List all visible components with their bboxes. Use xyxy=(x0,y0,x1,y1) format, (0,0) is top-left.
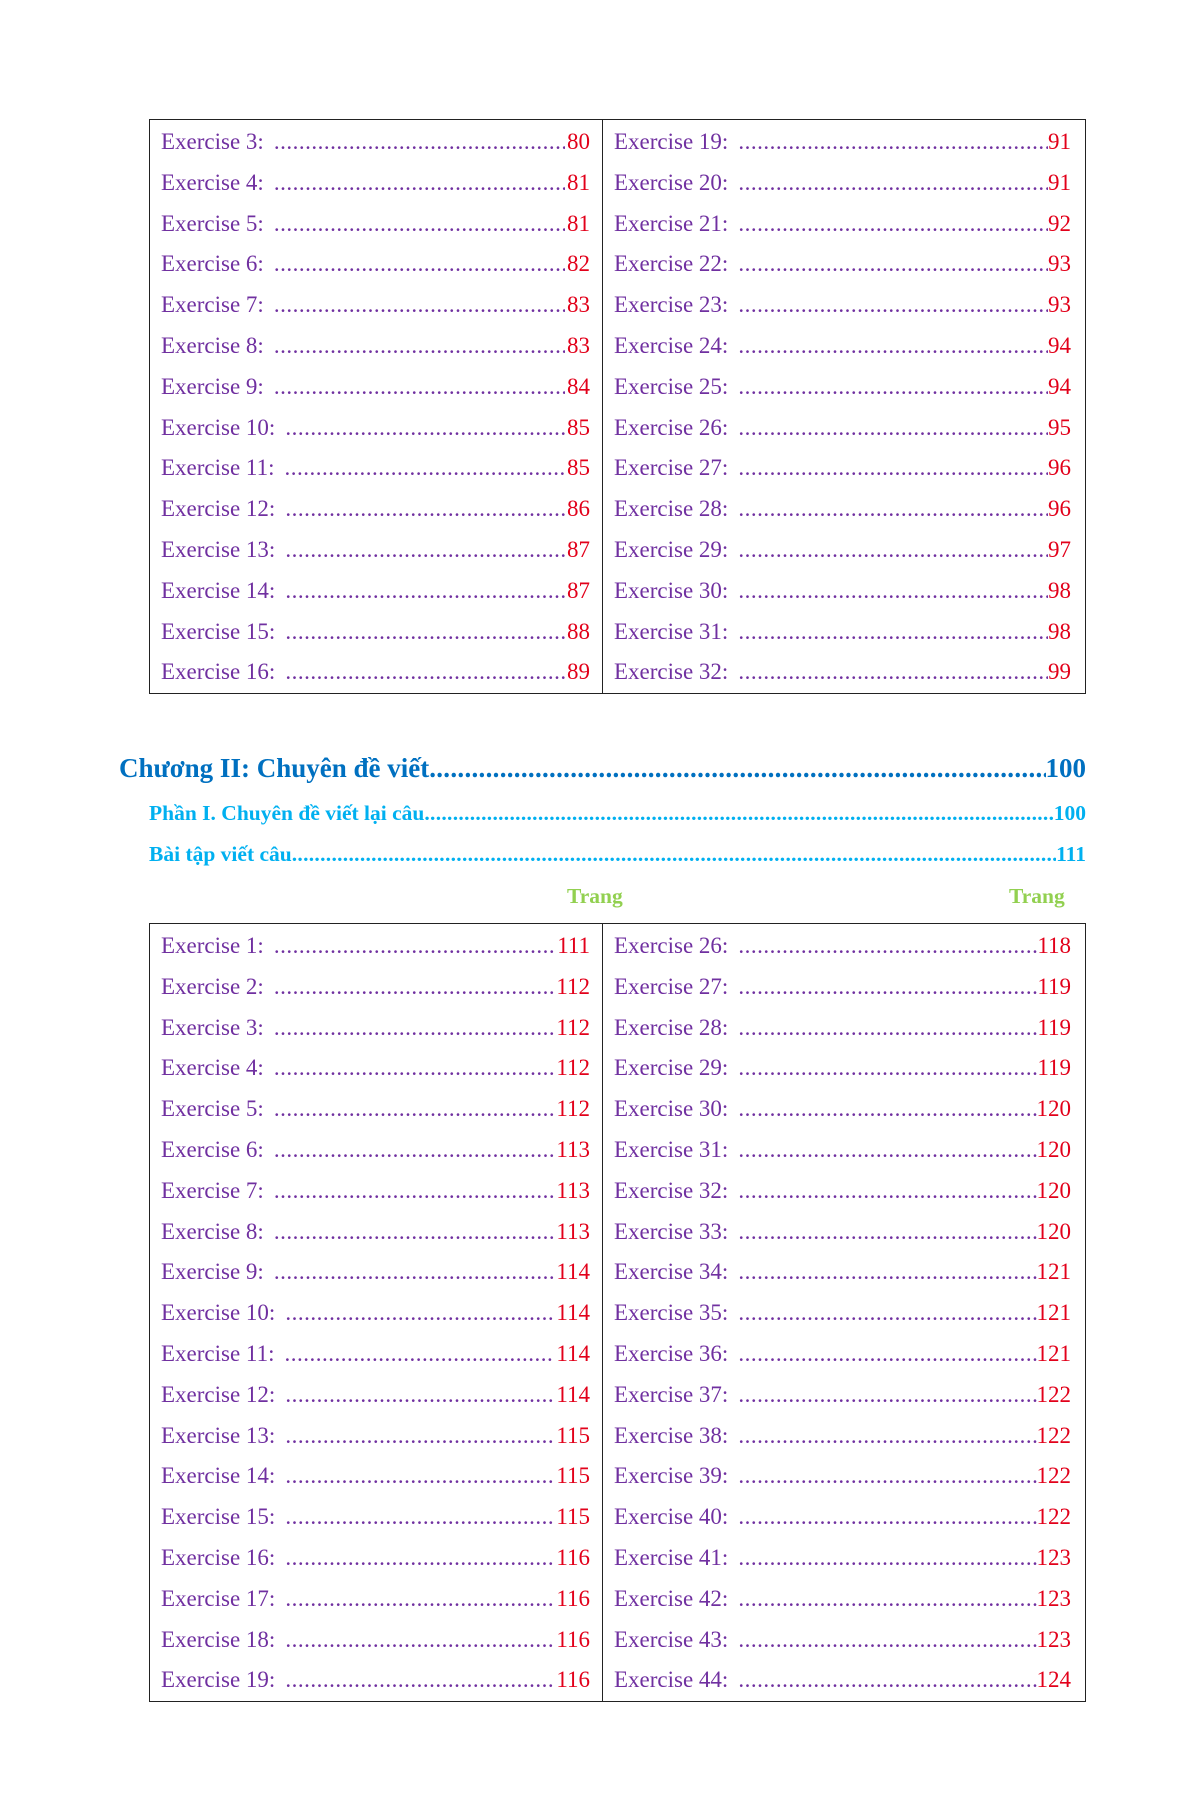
page-number: 88 xyxy=(567,618,590,644)
dot-leader xyxy=(285,1660,554,1701)
dot-leader xyxy=(738,367,1048,408)
toc-entry[interactable] xyxy=(614,1620,1071,1661)
dot-leader xyxy=(274,326,565,367)
dot-leader xyxy=(738,1456,1036,1497)
page-number: 111 xyxy=(557,933,590,958)
page-number: 123 xyxy=(1036,1544,1071,1570)
page-number: 124 xyxy=(1036,1667,1071,1693)
page-number: 94 xyxy=(1048,373,1071,399)
dot-leader xyxy=(738,122,1048,163)
toc-entry[interactable] xyxy=(161,1497,590,1538)
section-heading[interactable] xyxy=(149,801,1086,826)
exercise-label: Exercise 21: xyxy=(614,210,729,236)
page-number: 96 xyxy=(1048,455,1071,481)
dot-leader xyxy=(274,244,565,285)
page-number: 98 xyxy=(1048,618,1071,644)
page-number: 114 xyxy=(556,1381,590,1407)
exercise-label: Exercise 42: xyxy=(614,1585,729,1611)
exercise-label: Exercise 7: xyxy=(161,292,264,318)
page-number: 92 xyxy=(1048,210,1071,236)
toc-entry[interactable] xyxy=(614,285,1071,326)
page-number: 89 xyxy=(567,659,590,685)
exercise-label: Exercise 15: xyxy=(161,618,276,644)
toc-entry[interactable] xyxy=(614,1089,1071,1130)
page-number: 83 xyxy=(567,292,590,318)
dot-leader xyxy=(738,1171,1036,1212)
toc-entry[interactable] xyxy=(614,1252,1071,1293)
toc-entry[interactable] xyxy=(614,1008,1071,1049)
page-number: 91 xyxy=(1048,169,1071,195)
dot-leader xyxy=(285,530,565,571)
exercise-label: Exercise 4: xyxy=(161,1055,264,1081)
dot-leader xyxy=(285,1416,554,1457)
page-number: 115 xyxy=(556,1463,590,1489)
exercise-label: Exercise 30: xyxy=(614,1096,729,1122)
page-number: 119 xyxy=(1037,1014,1071,1040)
toc-entry[interactable] xyxy=(161,1416,590,1457)
dot-leader xyxy=(738,489,1048,530)
dot-leader xyxy=(738,571,1048,612)
dot-leader xyxy=(424,801,1053,826)
dot-leader xyxy=(274,163,565,204)
dot-leader xyxy=(738,1252,1036,1293)
toc-entry[interactable] xyxy=(161,926,590,967)
page-number: 118 xyxy=(1037,933,1071,958)
exercise-label: Exercise 29: xyxy=(614,536,729,562)
toc-entry[interactable] xyxy=(614,204,1071,245)
dot-leader xyxy=(738,1497,1036,1538)
page-number: 97 xyxy=(1048,536,1071,562)
toc-entry[interactable] xyxy=(614,367,1071,408)
exercise-label: Exercise 31: xyxy=(614,618,729,644)
page-number: 122 xyxy=(1036,1463,1071,1489)
toc-entry[interactable] xyxy=(614,1334,1071,1375)
exercise-label: Exercise 1: xyxy=(161,933,264,958)
exercise-label: Exercise 26: xyxy=(614,933,729,958)
exercise-label: Exercise 13: xyxy=(161,1422,276,1448)
toc-entry[interactable] xyxy=(614,1416,1071,1457)
page-number: 94 xyxy=(1048,332,1071,358)
page-number: 86 xyxy=(567,496,590,522)
dot-leader xyxy=(274,1089,555,1130)
toc-entry[interactable] xyxy=(161,1089,590,1130)
section-title: Phần I. Chuyên đề viết lại câu xyxy=(149,801,425,825)
page-number: 119 xyxy=(1037,973,1071,999)
dot-leader xyxy=(738,1334,1036,1375)
exercise-label: Exercise 14: xyxy=(161,577,276,603)
dot-leader xyxy=(285,1497,554,1538)
chapter-title: Chương II: Chuyên đề viết xyxy=(119,753,430,783)
dot-leader xyxy=(738,612,1048,653)
exercise-label: Exercise 2: xyxy=(161,973,264,999)
page-number: 82 xyxy=(567,251,590,277)
dot-leader xyxy=(284,1334,554,1375)
toc-entry[interactable] xyxy=(161,1334,590,1375)
page-number: 85 xyxy=(567,414,590,440)
dot-leader xyxy=(285,1456,554,1497)
dot-leader xyxy=(738,530,1048,571)
dot-leader xyxy=(274,367,565,408)
dot-leader xyxy=(738,1130,1036,1171)
exercise-label: Exercise 3: xyxy=(161,129,264,154)
exercise-label: Exercise 32: xyxy=(614,659,729,685)
toc-table-1 xyxy=(149,119,1086,694)
dot-leader xyxy=(738,1375,1036,1416)
exercise-label: Exercise 23: xyxy=(614,292,729,318)
page-number: 93 xyxy=(1048,292,1071,318)
exercise-label: Exercise 39: xyxy=(614,1463,729,1489)
exercise-label: Exercise 40: xyxy=(614,1504,729,1530)
dot-leader xyxy=(285,1579,554,1620)
exercise-label: Exercise 12: xyxy=(161,1381,276,1407)
toc-entry[interactable] xyxy=(614,926,1071,967)
dot-leader xyxy=(274,1048,555,1089)
page-number: 80 xyxy=(567,129,590,154)
dot-leader xyxy=(274,1212,555,1253)
section-title: Bài tập viết câu xyxy=(149,842,292,866)
toc-entry[interactable] xyxy=(614,408,1071,449)
section-page: 100 xyxy=(1053,801,1086,825)
page-number: 114 xyxy=(556,1300,590,1326)
exercise-label: Exercise 26: xyxy=(614,414,729,440)
page-number: 81 xyxy=(567,169,590,195)
page-number: 121 xyxy=(1036,1259,1071,1285)
page-number: 120 xyxy=(1036,1096,1071,1122)
page-number: 112 xyxy=(556,1055,590,1081)
page-number: 113 xyxy=(556,1177,590,1203)
exercise-label: Exercise 27: xyxy=(614,973,729,999)
toc-entry[interactable] xyxy=(161,530,590,571)
page-number: 83 xyxy=(567,332,590,358)
exercise-label: Exercise 28: xyxy=(614,496,729,522)
page-number: 99 xyxy=(1048,659,1071,685)
toc-entry[interactable] xyxy=(614,122,1071,163)
page-number: 81 xyxy=(567,210,590,236)
dot-leader xyxy=(738,1620,1036,1661)
exercise-label: Exercise 19: xyxy=(161,1667,276,1693)
exercise-label: Exercise 28: xyxy=(614,1014,729,1040)
page-number: 96 xyxy=(1048,496,1071,522)
page-number: 116 xyxy=(556,1585,590,1611)
dot-leader xyxy=(285,612,565,653)
toc-entry[interactable] xyxy=(614,1497,1071,1538)
exercise-label: Exercise 10: xyxy=(161,1300,276,1326)
toc-column-left xyxy=(150,924,603,1701)
page-number: 116 xyxy=(556,1544,590,1570)
toc-entry[interactable] xyxy=(161,612,590,653)
exercise-label: Exercise 7: xyxy=(161,1177,264,1203)
page-number: 113 xyxy=(556,1136,590,1162)
dot-leader xyxy=(274,967,555,1008)
toc-entry[interactable] xyxy=(161,967,590,1008)
dot-leader xyxy=(285,571,565,612)
section-heading[interactable] xyxy=(149,842,1086,867)
dot-leader xyxy=(738,285,1048,326)
exercise-label: Exercise 38: xyxy=(614,1422,729,1448)
dot-leader xyxy=(738,163,1048,204)
page-number: 112 xyxy=(556,973,590,999)
page-number: 115 xyxy=(556,1504,590,1530)
toc-entry[interactable] xyxy=(161,1375,590,1416)
exercise-label: Exercise 11: xyxy=(161,455,275,481)
chapter-page: 100 xyxy=(1045,753,1086,783)
dot-leader xyxy=(738,1293,1036,1334)
toc-entry[interactable] xyxy=(161,1660,590,1701)
page-number: 119 xyxy=(1037,1055,1071,1081)
dot-leader xyxy=(274,926,555,967)
exercise-label: Exercise 5: xyxy=(161,210,264,236)
page-number: 114 xyxy=(556,1340,590,1366)
toc-column-right xyxy=(603,120,1085,693)
dot-leader xyxy=(738,408,1048,449)
exercise-label: Exercise 43: xyxy=(614,1626,729,1652)
toc-column-left xyxy=(150,120,603,693)
toc-entry[interactable] xyxy=(161,1579,590,1620)
page-column-header-left: Trang xyxy=(567,884,623,908)
toc-entry[interactable] xyxy=(161,367,590,408)
exercise-label: Exercise 10: xyxy=(161,414,276,440)
dot-leader xyxy=(738,244,1048,285)
exercise-label: Exercise 13: xyxy=(161,536,276,562)
toc-entry[interactable] xyxy=(614,1048,1071,1089)
toc-entry[interactable] xyxy=(614,1375,1071,1416)
dot-leader xyxy=(285,489,565,530)
page-number: 87 xyxy=(567,577,590,603)
dot-leader xyxy=(274,122,565,163)
toc-entry[interactable] xyxy=(161,571,590,612)
exercise-label: Exercise 36: xyxy=(614,1340,729,1366)
exercise-label: Exercise 4: xyxy=(161,169,264,195)
toc-entry[interactable] xyxy=(614,1660,1071,1701)
page-number: 113 xyxy=(556,1218,590,1244)
exercise-label: Exercise 8: xyxy=(161,332,264,358)
exercise-label: Exercise 22: xyxy=(614,251,729,277)
exercise-label: Exercise 29: xyxy=(614,1055,729,1081)
exercise-label: Exercise 6: xyxy=(161,251,264,277)
toc-entry[interactable] xyxy=(614,1212,1071,1253)
dot-leader xyxy=(738,926,1037,967)
page-number: 91 xyxy=(1048,129,1071,154)
toc-entry[interactable] xyxy=(161,1008,590,1049)
toc-entry[interactable] xyxy=(161,122,590,163)
page-number: 85 xyxy=(567,455,590,481)
toc-table-2 xyxy=(149,923,1086,1702)
toc-entry[interactable] xyxy=(161,163,590,204)
page-number: 116 xyxy=(556,1667,590,1693)
exercise-label: Exercise 44: xyxy=(614,1667,729,1693)
dot-leader xyxy=(274,1252,555,1293)
page-number: 116 xyxy=(556,1626,590,1652)
page-number: 114 xyxy=(556,1259,590,1285)
exercise-label: Exercise 11: xyxy=(161,1340,275,1366)
dot-leader xyxy=(292,842,1056,867)
page-number: 120 xyxy=(1036,1136,1071,1162)
dot-leader xyxy=(738,326,1048,367)
toc-entry[interactable] xyxy=(614,530,1071,571)
exercise-label: Exercise 27: xyxy=(614,455,729,481)
dot-leader xyxy=(738,1579,1036,1620)
toc-entry[interactable] xyxy=(161,1538,590,1579)
exercise-label: Exercise 20: xyxy=(614,169,729,195)
toc-entry[interactable] xyxy=(614,489,1071,530)
toc-entry[interactable] xyxy=(614,1130,1071,1171)
exercise-label: Exercise 6: xyxy=(161,1136,264,1162)
toc-entry[interactable] xyxy=(614,652,1071,693)
exercise-label: Exercise 8: xyxy=(161,1218,264,1244)
exercise-label: Exercise 30: xyxy=(614,577,729,603)
toc-entry[interactable] xyxy=(161,1212,590,1253)
toc-entry[interactable] xyxy=(161,448,590,489)
exercise-label: Exercise 32: xyxy=(614,1177,729,1203)
dot-leader xyxy=(285,1375,554,1416)
exercise-label: Exercise 31: xyxy=(614,1136,729,1162)
page-number: 98 xyxy=(1048,577,1071,603)
exercise-label: Exercise 19: xyxy=(614,129,729,154)
toc-entry[interactable] xyxy=(161,1171,590,1212)
page-number: 123 xyxy=(1036,1585,1071,1611)
toc-entry[interactable] xyxy=(614,1579,1071,1620)
dot-leader xyxy=(285,1538,554,1579)
toc-entry[interactable] xyxy=(614,326,1071,367)
toc-entry[interactable] xyxy=(614,1456,1071,1497)
toc-entry[interactable] xyxy=(614,1171,1071,1212)
dot-leader xyxy=(274,204,565,245)
exercise-label: Exercise 34: xyxy=(614,1259,729,1285)
toc-entry[interactable] xyxy=(161,1130,590,1171)
dot-leader xyxy=(285,408,565,449)
toc-entry[interactable] xyxy=(614,1293,1071,1334)
page-number: 87 xyxy=(567,536,590,562)
toc-entry[interactable] xyxy=(161,652,590,693)
dot-leader xyxy=(429,753,1045,784)
page-number: 121 xyxy=(1036,1340,1071,1366)
toc-entry[interactable] xyxy=(161,244,590,285)
toc-entry[interactable] xyxy=(161,1620,590,1661)
page-number: 122 xyxy=(1036,1504,1071,1530)
dot-leader xyxy=(738,1212,1036,1253)
exercise-label: Exercise 18: xyxy=(161,1626,276,1652)
toc-entry[interactable] xyxy=(614,163,1071,204)
toc-entry[interactable] xyxy=(614,612,1071,653)
exercise-label: Exercise 9: xyxy=(161,1259,264,1285)
page-number: 115 xyxy=(556,1422,590,1448)
toc-entry[interactable] xyxy=(614,571,1071,612)
exercise-label: Exercise 35: xyxy=(614,1300,729,1326)
exercise-label: Exercise 14: xyxy=(161,1463,276,1489)
exercise-label: Exercise 3: xyxy=(161,1014,264,1040)
exercise-label: Exercise 16: xyxy=(161,1544,276,1570)
page-number: 112 xyxy=(556,1096,590,1122)
dot-leader xyxy=(738,1660,1036,1701)
toc-entry[interactable] xyxy=(161,408,590,449)
exercise-label: Exercise 41: xyxy=(614,1544,729,1570)
exercise-label: Exercise 24: xyxy=(614,332,729,358)
dot-leader xyxy=(738,1089,1036,1130)
toc-column-right xyxy=(603,924,1085,1701)
dot-leader xyxy=(285,652,565,693)
toc-entry[interactable] xyxy=(161,204,590,245)
page-number: 112 xyxy=(556,1014,590,1040)
section-page: 111 xyxy=(1056,842,1086,866)
exercise-label: Exercise 37: xyxy=(614,1381,729,1407)
toc-entry[interactable] xyxy=(161,1293,590,1334)
dot-leader xyxy=(738,652,1048,693)
dot-leader xyxy=(738,1008,1037,1049)
toc-entry[interactable] xyxy=(614,448,1071,489)
dot-leader xyxy=(274,1171,555,1212)
exercise-label: Exercise 9: xyxy=(161,373,264,399)
dot-leader xyxy=(274,1008,555,1049)
page-number: 84 xyxy=(567,373,590,399)
toc-entry[interactable] xyxy=(161,1048,590,1089)
dot-leader xyxy=(274,285,565,326)
dot-leader xyxy=(738,448,1048,489)
dot-leader xyxy=(738,1416,1036,1457)
exercise-label: Exercise 33: xyxy=(614,1218,729,1244)
page-number: 93 xyxy=(1048,251,1071,277)
page-number: 120 xyxy=(1036,1218,1071,1244)
page-number: 123 xyxy=(1036,1626,1071,1652)
exercise-label: Exercise 12: xyxy=(161,496,276,522)
dot-leader xyxy=(274,1130,555,1171)
toc-entry[interactable] xyxy=(161,1456,590,1497)
page-column-header-right: Trang xyxy=(1009,884,1065,908)
toc-entry[interactable] xyxy=(614,967,1071,1008)
dot-leader xyxy=(284,448,565,489)
dot-leader xyxy=(285,1293,554,1334)
page-number: 95 xyxy=(1048,414,1071,440)
toc-entry[interactable] xyxy=(614,1538,1071,1579)
dot-leader xyxy=(285,1620,554,1661)
toc-entry[interactable] xyxy=(161,489,590,530)
exercise-label: Exercise 17: xyxy=(161,1585,276,1611)
exercise-label: Exercise 15: xyxy=(161,1504,276,1530)
page-number: 122 xyxy=(1036,1381,1071,1407)
page-number: 121 xyxy=(1036,1300,1071,1326)
toc-entry[interactable] xyxy=(161,1252,590,1293)
page-number: 122 xyxy=(1036,1422,1071,1448)
dot-leader xyxy=(738,1538,1036,1579)
dot-leader xyxy=(738,204,1048,245)
exercise-label: Exercise 25: xyxy=(614,373,729,399)
exercise-label: Exercise 16: xyxy=(161,659,276,685)
chapter-heading[interactable] xyxy=(119,753,1086,784)
dot-leader xyxy=(738,1048,1037,1089)
toc-entry[interactable] xyxy=(161,326,590,367)
dot-leader xyxy=(738,967,1037,1008)
toc-entry[interactable] xyxy=(161,285,590,326)
toc-entry[interactable] xyxy=(614,244,1071,285)
page-number: 120 xyxy=(1036,1177,1071,1203)
exercise-label: Exercise 5: xyxy=(161,1096,264,1122)
